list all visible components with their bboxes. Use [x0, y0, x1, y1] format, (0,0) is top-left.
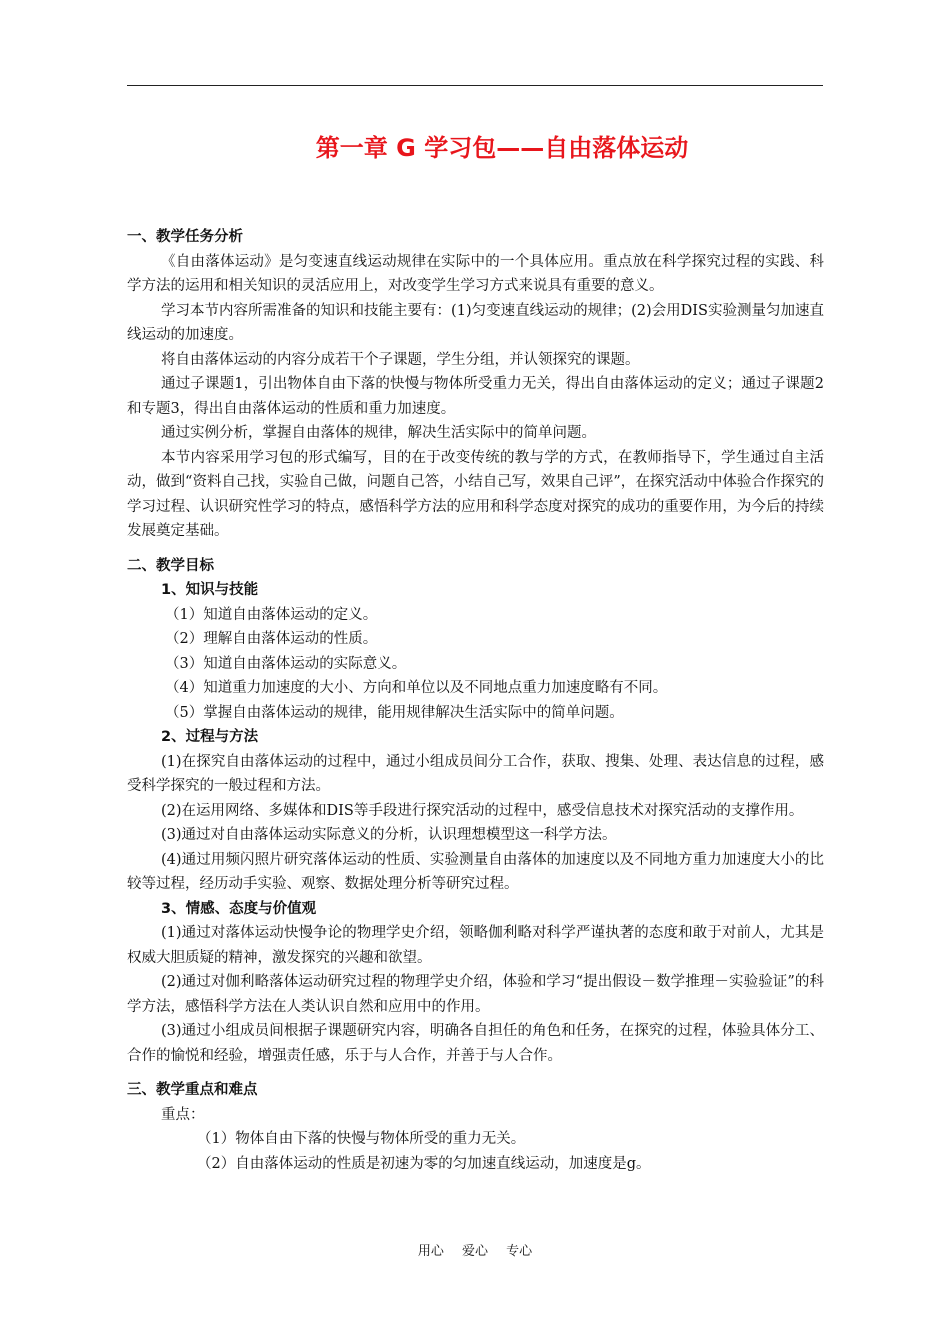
paragraph: 《自由落体运动》是匀变速直线运动规律在实际中的一个具体应用。重点放在科学探究过程的实践、科学方法的运用和相关知识的灵活应用上，对改变学生学习方式来说具有重要的意义。 [127, 253, 824, 294]
paragraph: (2)通过对伽利略落体运动研究过程的物理学史介绍，体验和学习“提出假设－数学推理－实验验证”的科学方法，感悟科学方法在人类认识自然和应用中的作用。 [127, 974, 824, 1015]
subsection-heading: 2、过程与方法 [161, 729, 259, 745]
section-heading-1: 一、教学任务分析 [127, 229, 243, 245]
subsection-heading: 1、知识与技能 [161, 582, 259, 598]
list-item: （2）理解自由落体运动的性质。 [165, 631, 378, 647]
paragraph: 通过子课题1，引出物体自由下落的快慢与物体所受重力无关，得出自由落体运动的定义；通过子课题2和专题3，得出自由落体运动的性质和重力加速度。 [127, 376, 824, 417]
section-heading-3: 三、教学重点和难点 [127, 1082, 258, 1098]
paragraph: (1)在探究自由落体运动的过程中，通过小组成员间分工合作，获取、搜集、处理、表达信息的过程，感受科学探究的一般过程和方法。 [127, 753, 824, 794]
paragraph: (3)通过对自由落体运动实际意义的分析，认识理想模型这一科学方法。 [161, 827, 617, 843]
page-title: 第一章 G 学习包——自由落体运动 [315, 134, 689, 162]
section-heading-2: 二、教学目标 [127, 557, 214, 574]
document-body [127, 225, 824, 1176]
list-item: （1）知道自由落体运动的定义。 [165, 606, 378, 623]
paragraph: (3)通过小组成员间根据子课题研究内容，明确各自担任的角色和任务，在探究的过程，体验具体分工、合作的愉悦和经验，增强责任感，乐于与人合作，并善于与人合作。 [127, 1023, 824, 1064]
paragraph: 学习本节内容所需准备的知识和技能主要有：(1)匀变速直线运动的规律；(2)会用DIS实验测量匀加速直线运动的加速度。 [127, 302, 824, 343]
subsection-heading: 3、情感、态度与价值观 [161, 900, 317, 917]
paragraph: (1)通过对落体运动快慢争论的物理学史介绍，领略伽利略对科学严谨执著的态度和敢于对前人，尤其是权威大胆质疑的精神，激发探究的兴趣和欲望。 [127, 925, 824, 966]
paragraph: 本节内容采用学习包的形式编写，目的在于改变传统的教与学的方式，在教师指导下，学生通过自主活动，做到“资料自己找，实验自己做，问题自己答，小结自己写，效果自己评”，在探究活动中体验合作探究的学习过程、认识研究性学习的特点，感悟科学方法的应用和科学态度对探究的成功的重要作用，为今后的持续发展奠定基础。 [127, 449, 824, 539]
list-item: （5）掌握自由落体运动的规律，能用规律解决生活实际中的简单问题。 [165, 704, 624, 721]
list-item: （1）物体自由下落的快慢与物体所受的重力无关。 [197, 1131, 526, 1147]
header-rule [127, 85, 823, 86]
list-item: （3）知道自由落体运动的实际意义。 [165, 655, 407, 672]
paragraph: (4)通过用频闪照片研究落体运动的性质、实验测量自由落体的加速度以及不同地方重力加速度大小的比较等过程，经历动手实验、观察、数据处理分析等研究过程。 [127, 851, 824, 892]
list-item: （2）自由落体运动的性质是初速为零的匀加速直线运动，加速度是g。 [197, 1155, 651, 1172]
key-points-label: 重点： [161, 1106, 205, 1123]
paragraph: 将自由落体运动的内容分成若干个子课题，学生分组，并认领探究的课题。 [161, 351, 640, 368]
page-footer: 用心 爱心 专心 [417, 1244, 533, 1259]
list-item: （4）知道重力加速度的大小、方向和单位以及不同地点重力加速度略有不同。 [165, 680, 668, 696]
paragraph: (2)在运用网络、多媒体和DIS等手段进行探究活动的过程中，感受信息技术对探究活动的支撑作用。 [161, 802, 804, 819]
paragraph: 通过实例分析，掌握自由落体的规律，解决生活实际中的简单问题。 [161, 425, 596, 441]
